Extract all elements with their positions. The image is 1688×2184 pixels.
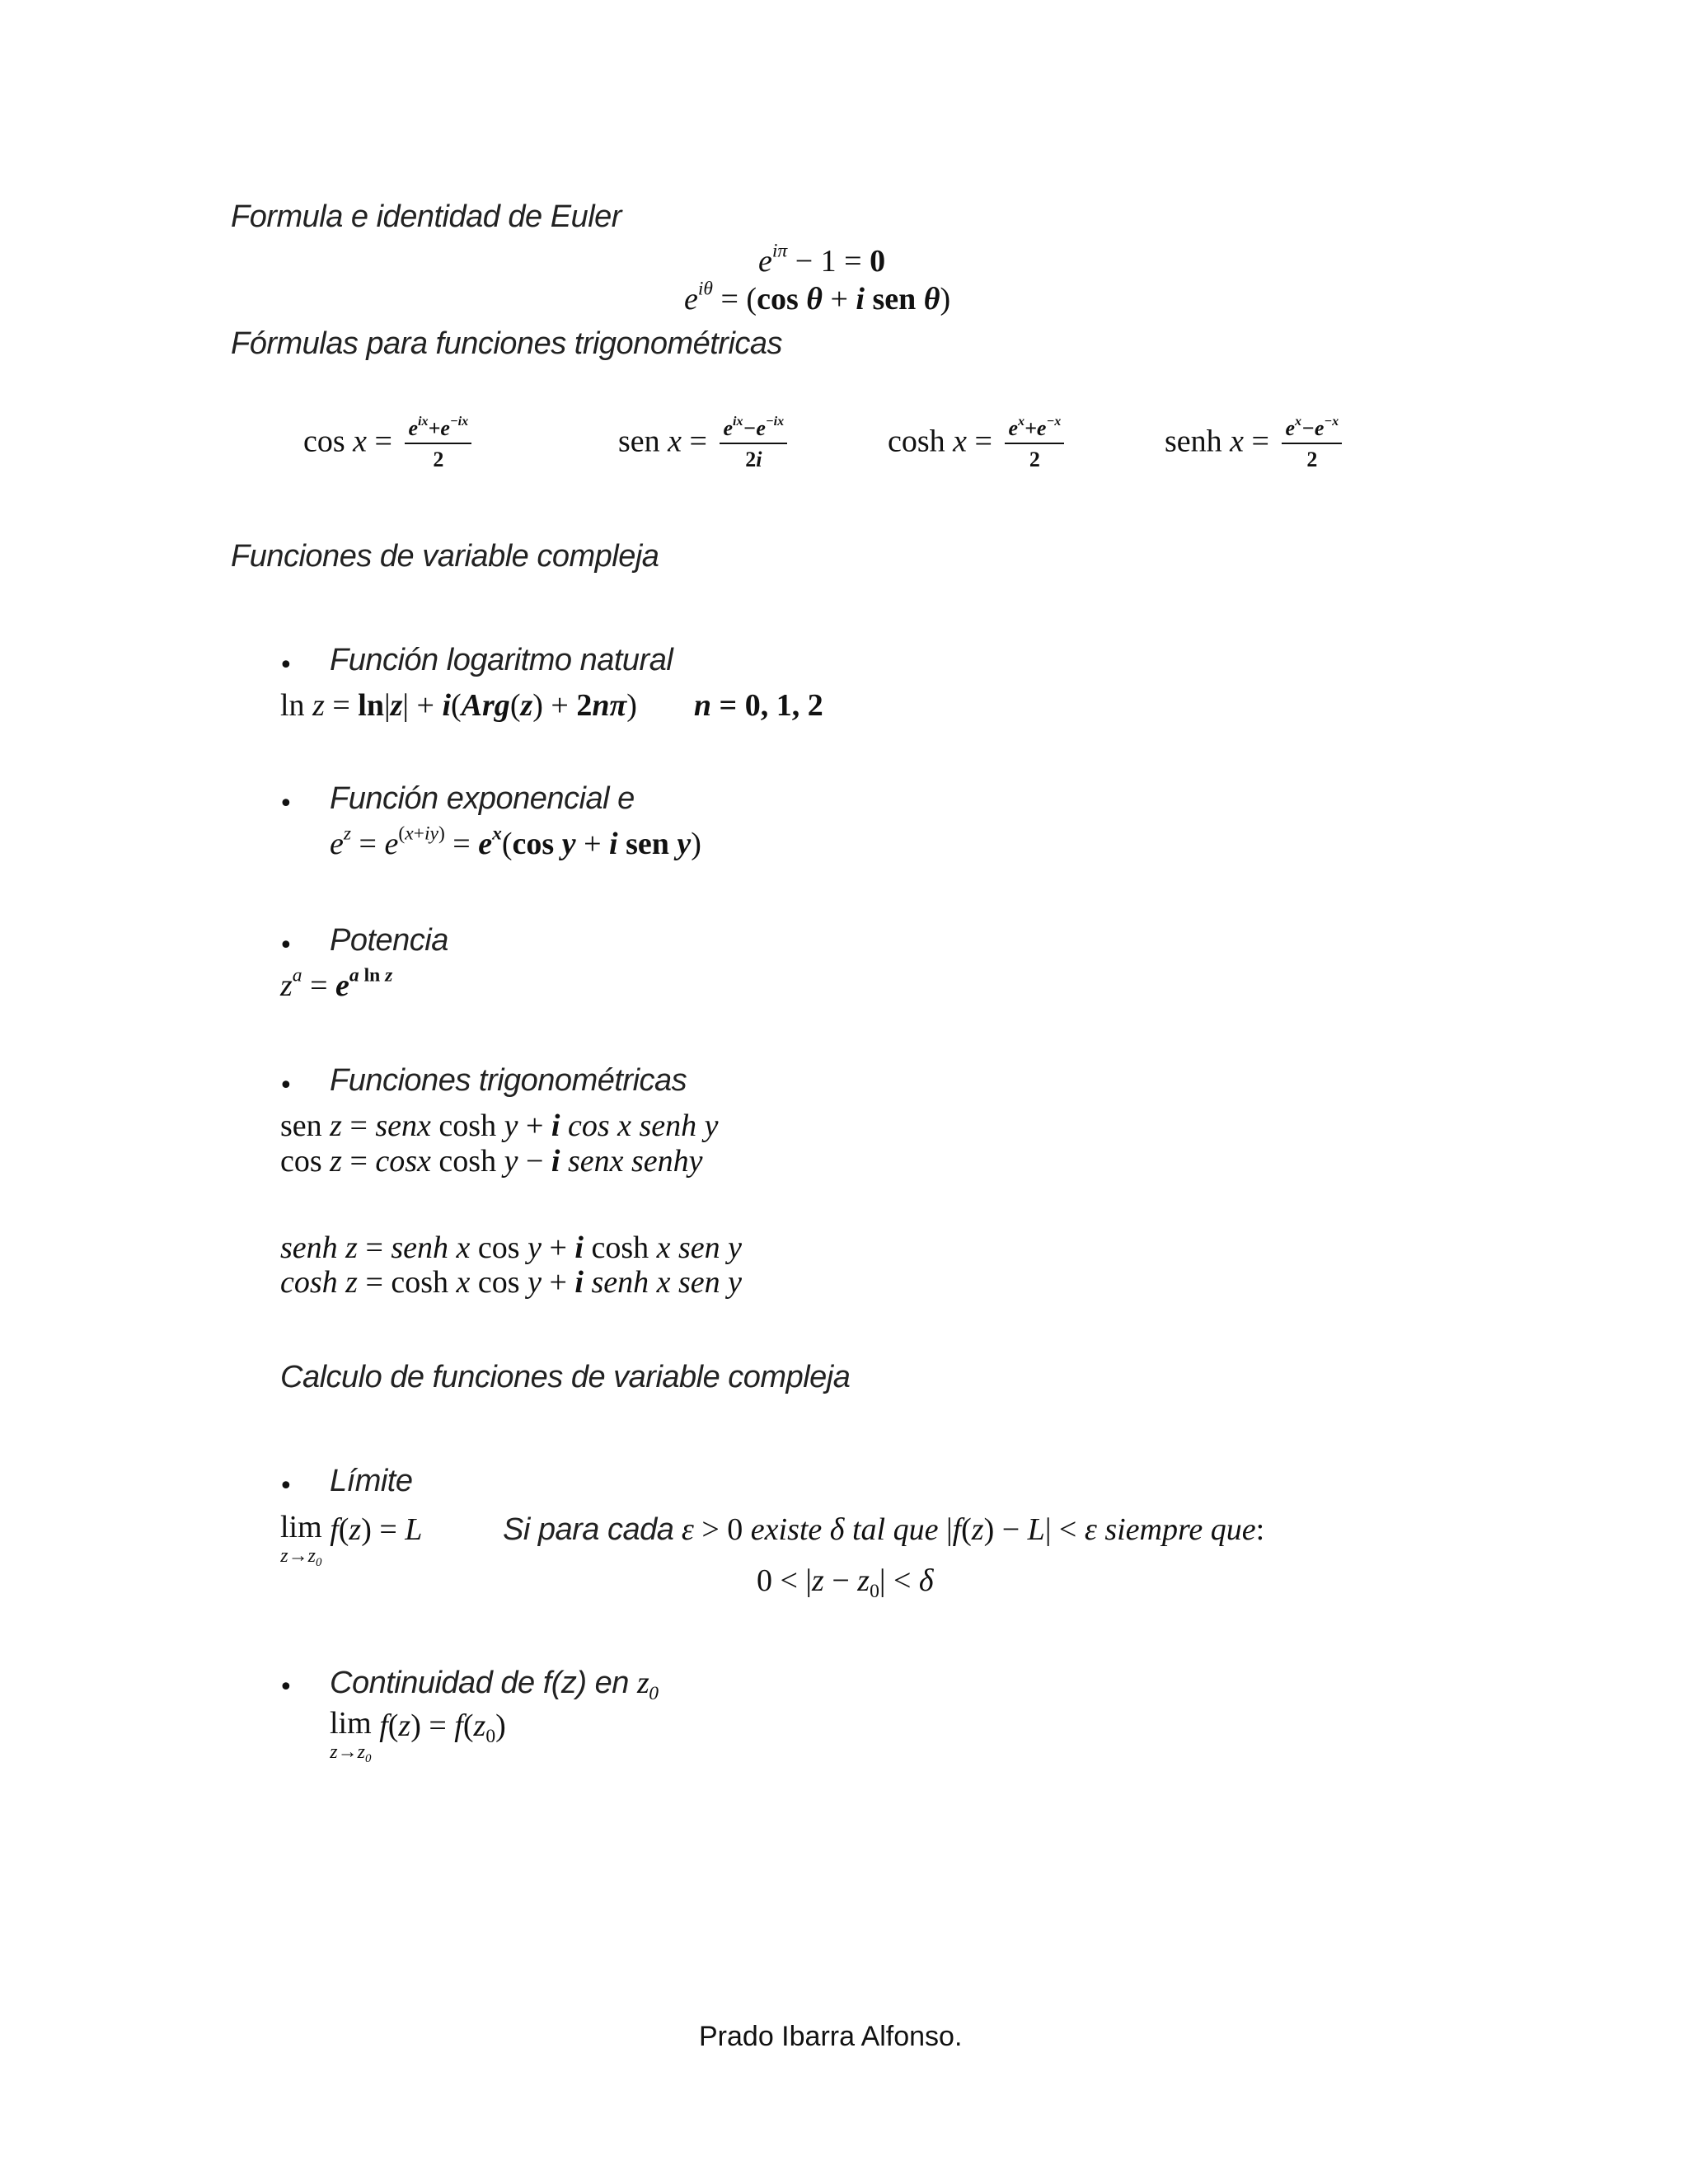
senh-z-formula: senh z = senh x cos y + i cosh x sen y <box>280 1230 742 1265</box>
bullet: • <box>279 1472 293 1501</box>
calculus-heading: Calculo de funciones de variable compleja <box>280 1360 851 1394</box>
exp-formula: $e^z = e^{(x+iy)} = e^x(\cos$ y + i sen y) <box>330 823 701 861</box>
exp-title: Función exponencial e <box>330 781 635 816</box>
continuity-definition: lim $z\to z_0$ $f(z) = f(z_0)$ <box>330 1706 506 1766</box>
trig-functions-title: Funciones trigonométricas <box>330 1063 687 1098</box>
fraction: $\frac{e^{ix}+e^{-ix}}{2}$ <box>405 416 471 472</box>
author-footer: Prado Ibarra Alfonso. <box>699 2021 963 2052</box>
cosh-exp-formula: cosh x = $\frac{e^x+e^{-x}}{2}$ <box>888 416 1064 472</box>
limit-operator: lim $z\to z_0$ <box>280 1510 322 1570</box>
power-title: Potencia <box>330 923 448 958</box>
bullet: • <box>279 651 293 680</box>
fraction: $\frac{e^{ix}-e^{-ix}}{2i}$ <box>720 416 787 472</box>
bullet: • <box>279 931 293 960</box>
euler-formula: $e^{i\theta} = (\cos$ θ + i sen θ) <box>684 278 951 316</box>
limit-inequality: $0 < |z - z_0| < \delta$ <box>757 1563 934 1603</box>
limit-definition: lim $z\to z_0$ f(z) = L <box>280 1510 423 1570</box>
limit-condition: Si para cada ε > 0 existe δ tal que |f(z) − L| < ε siempre que: <box>503 1512 1265 1547</box>
euler-identity: $e^{i\pi} - 1 = 0$ <box>758 240 886 279</box>
log-title: Función logaritmo natural <box>330 643 673 677</box>
limit-title: Límite <box>330 1464 413 1498</box>
complex-functions-heading: Funciones de variable compleja <box>231 539 659 574</box>
fraction: $\frac{e^x-e^{-x}}{2}$ <box>1282 416 1342 472</box>
log-formula: ln z = ln|z| + i(Arg(z) + 2nπ) n = 0, 1, 2 <box>280 688 823 723</box>
bullet: • <box>279 1071 293 1100</box>
limit-operator: lim $z\to z_0$ <box>330 1706 372 1766</box>
sen-exp-formula: sen x = $\frac{e^{ix}-e^{-ix}}{2i}$ <box>618 416 787 472</box>
senh-exp-formula: senh x = $\frac{e^x-e^{-x}}{2}$ <box>1165 416 1342 472</box>
euler-heading: Formula e identidad de Euler <box>231 199 621 234</box>
trig-formulas-heading: Fórmulas para funciones trigonométricas <box>231 326 783 361</box>
cos-z-formula: cos z = cosx cosh y − i senx senhy <box>280 1144 703 1179</box>
cos-exp-formula: cos x = $\frac{e^{ix}+e^{-ix}}{2}$ <box>303 416 471 472</box>
fraction: $\frac{e^x+e^{-x}}{2}$ <box>1005 416 1064 472</box>
continuity-title: Continuidad de f(z) en $z_0$ <box>330 1666 659 1705</box>
sen-z-formula: sen z = senx cosh y + i cos x senh y <box>280 1108 719 1143</box>
continuity-title-text: Continuidad de f(z) en <box>330 1666 629 1700</box>
power-formula: $z^a = e^{a ln z}$ <box>280 964 393 1003</box>
bullet: • <box>279 790 293 818</box>
cosh-z-formula: cosh z = cosh x cos y + i senh x sen y <box>280 1265 742 1300</box>
bullet: • <box>279 1673 293 1702</box>
